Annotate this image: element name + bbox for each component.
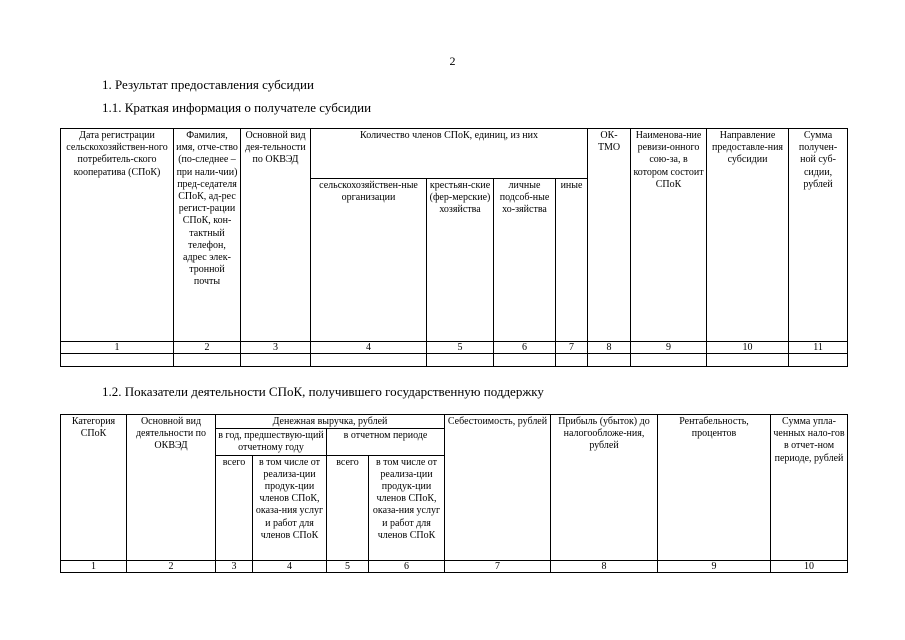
data-cell[interactable]	[789, 354, 848, 367]
header-agri-organizations: сельскохозяйствен-ные организации	[311, 179, 427, 342]
column-number: 5	[427, 342, 494, 354]
column-number: 4	[311, 342, 427, 354]
section-1-2-title: 1.2. Показатели деятельности СПоК, получившего государственную поддержку	[102, 384, 544, 399]
data-cell[interactable]	[61, 354, 174, 367]
header-okved: Основной вид дея-тельности по ОКВЭД	[241, 129, 311, 342]
data-cell[interactable]	[174, 354, 241, 367]
header-members-count: Количество членов СПоК, единиц, из них	[311, 129, 588, 179]
header-current-members: в том числе от реализа-ции продук-ции членов СПоК, оказа-ния услуг и работ для членов СПоК	[369, 455, 445, 560]
header-cost: Себестоимость, рублей	[445, 415, 551, 561]
header-chairman-info: Фамилия, имя, отче-ство (по-следнее – при нали-чии) пред-седателя СПоК, ад-рес регист-рации СПоК, кон-тактный телефон, адрес элек-тронной почты	[174, 129, 241, 342]
header-okved: Основной вид деятельности по ОКВЭД	[127, 415, 216, 561]
data-cell[interactable]	[427, 354, 494, 367]
column-number: 6	[369, 560, 445, 572]
data-cell[interactable]	[631, 354, 707, 367]
header-farm-households: крестьян-ские (фер-мерские) хозяйства	[427, 179, 494, 342]
column-number: 6	[494, 342, 556, 354]
performance-table	[60, 414, 848, 573]
column-number: 2	[127, 560, 216, 572]
column-number: 7	[445, 560, 551, 572]
data-cell[interactable]	[494, 354, 556, 367]
column-number: 1	[61, 560, 127, 572]
header-reporting-period: в отчетном периоде	[327, 429, 445, 455]
header-subsidy-direction: Направление предоставле-ния субсидии	[707, 129, 789, 342]
page-number: 2	[449, 54, 456, 68]
column-number: 3	[241, 342, 311, 354]
data-cell[interactable]	[588, 354, 631, 367]
column-number: 5	[327, 560, 369, 572]
column-number: 10	[707, 342, 789, 354]
data-cell[interactable]	[707, 354, 789, 367]
column-number: 10	[771, 560, 848, 572]
header-registration-date: Дата регистрации сельскохозяйствен-ного потребитель-ского кооператива (СПоК)	[61, 129, 174, 342]
header-prev-members: в том числе от реализа-ции продук-ции членов СПоК, оказа-ния услуг и работ для членов СПоК	[253, 455, 327, 560]
header-profit: Прибыль (убыток) до налогообложе-ния, рублей	[551, 415, 658, 561]
column-number: 9	[631, 342, 707, 354]
section-1-title: 1. Результат предоставления субсидии	[102, 77, 314, 92]
data-cell[interactable]	[311, 354, 427, 367]
column-number: 3	[216, 560, 253, 572]
column-number: 4	[253, 560, 327, 572]
column-number: 1	[61, 342, 174, 354]
data-cell[interactable]	[241, 354, 311, 367]
recipient-info-table	[60, 128, 848, 367]
column-number: 8	[588, 342, 631, 354]
header-previous-year: в год, предшествую-щий отчетному году	[216, 429, 327, 455]
column-number: 9	[658, 560, 771, 572]
header-prev-total: всего	[216, 455, 253, 560]
header-profitability: Рентабельность, процентов	[658, 415, 771, 561]
header-oktmo: ОК-ТМО	[588, 129, 631, 342]
header-personal-households: личные подсоб-ные хо-зяйства	[494, 179, 556, 342]
section-1-1-title: 1.1. Краткая информация о получателе субсидии	[102, 100, 372, 115]
header-audit-union: Наименова-ние ревизи-онного сою-за, в котором состоит СПоК	[631, 129, 707, 342]
header-revenue: Денежная выручка, рублей	[216, 415, 445, 429]
column-number: 7	[556, 342, 588, 354]
header-taxes-paid: Сумма упла-ченных нало-гов в отчет-ном периоде, рублей	[771, 415, 848, 561]
column-number: 11	[789, 342, 848, 354]
header-category: Категория СПоК	[61, 415, 127, 561]
data-cell[interactable]	[556, 354, 588, 367]
column-number: 8	[551, 560, 658, 572]
header-other: иные	[556, 179, 588, 342]
column-number: 2	[174, 342, 241, 354]
header-subsidy-amount: Сумма получен-ной суб-сидии, рублей	[789, 129, 848, 342]
header-current-total: всего	[327, 455, 369, 560]
